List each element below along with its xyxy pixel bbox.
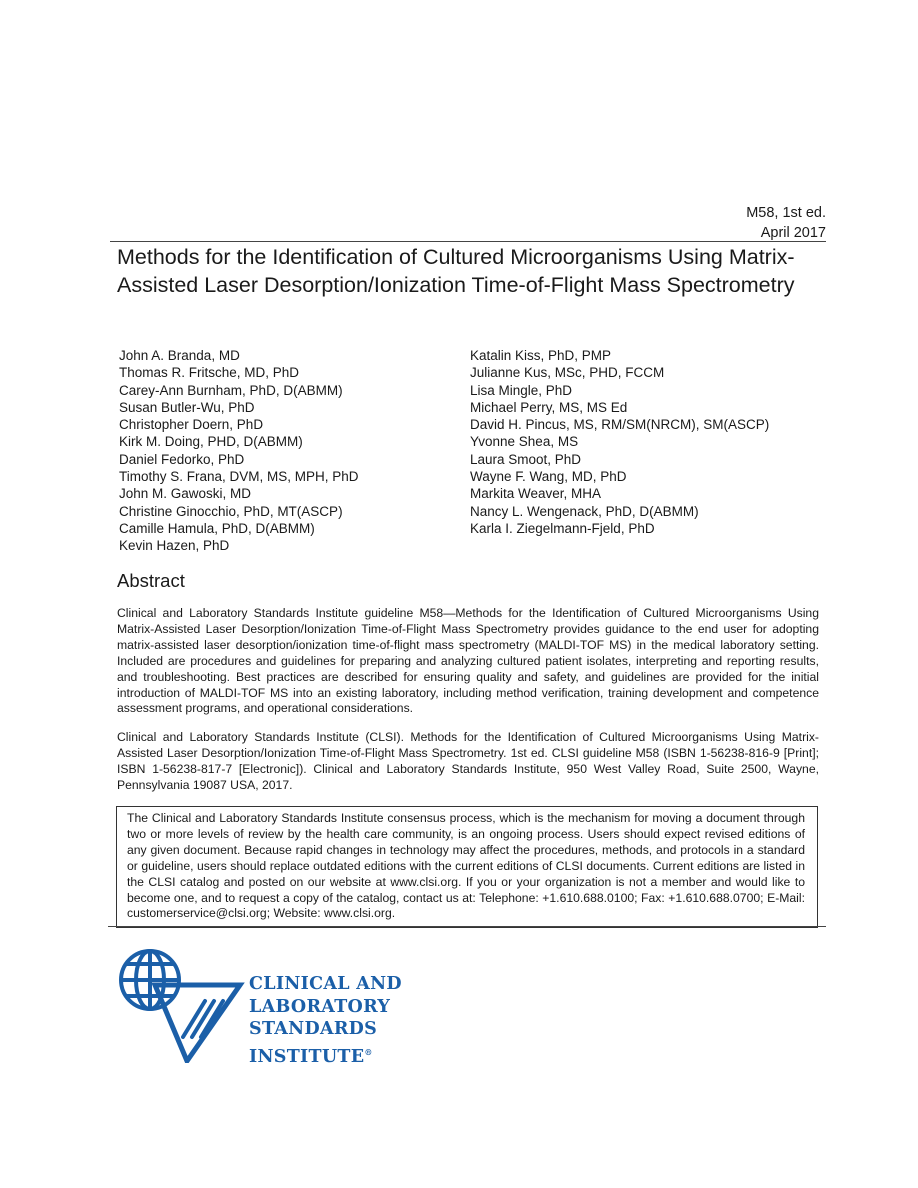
author-name: Kevin Hazen, PhD <box>119 538 230 554</box>
authors-left-column <box>119 347 459 555</box>
author-name: John M. Gawoski, MD <box>119 486 252 502</box>
author-name: Camille Hamula, PhD, D(ABMM) <box>119 520 315 536</box>
authors-right-column <box>470 347 830 537</box>
title-rule <box>110 241 826 242</box>
author-name: Christopher Doern, PhD <box>119 417 264 433</box>
author-name: David H. Pincus, MS, RM/SM(NRCM), SM(ASCP) <box>470 417 770 433</box>
abstract-heading: Abstract <box>117 570 185 591</box>
bottom-rule <box>108 926 826 927</box>
author-name: Daniel Fedorko, PhD <box>119 451 245 467</box>
author-name: Wayne F. Wang, MD, PhD <box>470 469 627 485</box>
author-name: Laura Smoot, PhD <box>470 451 582 467</box>
author-name: Thomas R. Fritsche, MD, PhD <box>119 365 300 381</box>
clsi-logo-text: CLINICAL AND LABORATORY STANDARDS INSTITUTE® <box>249 974 402 1067</box>
document-date: April 2017 <box>760 225 826 241</box>
author-name: Lisa Mingle, PhD <box>470 382 573 398</box>
clsi-globe-icon <box>115 945 245 1063</box>
author-name: Carey-Ann Burnham, PhD, D(ABMM) <box>119 382 343 398</box>
author-name: John A. Branda, MD <box>119 348 240 363</box>
author-name: Markita Weaver, MHA <box>470 486 602 502</box>
consensus-notice-box: The Clinical and Laboratory Standards Institute consensus process, which is the mechanism for moving a document through two or more levels of review by the health care community, is an ongoing process. Users should expect revised editions of any given document. Because rapid changes in technology may affect the procedures, methods, and protocols in a standard or guideline, users should replace outdated editions with the current editions of CLSI documents. Current editions are listed in the CLSI catalog and posted on our website at www.clsi.org. If you or your organization is not a member and would like to become one, and to request a copy of the catalog, contact us at: Telephone: +1.610.688.0100; Fax: +1.610.688.0700; E-Mail: customerservice@clsi.org; Website: www.clsi.org. <box>116 806 818 928</box>
clsi-logo <box>115 945 405 1067</box>
author-name: Nancy L. Wengenack, PhD, D(ABMM) <box>470 503 699 519</box>
author-name: Susan Butler-Wu, PhD <box>119 399 255 415</box>
document-code: M58, 1st ed. <box>746 205 826 221</box>
author-name: Yvonne Shea, MS <box>470 434 579 450</box>
document-id <box>746 203 826 243</box>
author-name: Timothy S. Frana, DVM, MS, MPH, PhD <box>119 469 359 485</box>
author-name: Christine Ginocchio, PhD, MT(ASCP) <box>119 503 343 519</box>
author-name: Katalin Kiss, PhD, PMP <box>470 348 612 363</box>
abstract-paragraph: Clinical and Laboratory Standards Institute guideline M58—Methods for the Identification of Cultured Microorganisms Using Matrix-Assisted Laser Desorption/Ionization Time-of-Flight Mass Spectrometry provides guidance to the end user for adopting matrix-assisted laser desorption/ionization time-of-flight mass spectrometry (MALDI-TOF MS) in the medical laboratory setting. Included are procedures and guidelines for preparing and analyzing cultured patient isolates, interpreting and reporting results, and troubleshooting. Best practices are described for ensuring quality and safety, and guidelines are provided for the initial introduction of MALDI-TOF MS into an existing laboratory, including method verification, training development and competence assessment programs, and operational considerations. <box>117 606 819 716</box>
citation-paragraph: Clinical and Laboratory Standards Institute (CLSI). Methods for the Identification of Cultured Microorganisms Using Matrix-Assisted Laser Desorption/Ionization Time-of-Flight Mass Spectrometry. 1st ed. CLSI guideline M58 (ISBN 1-56238-816-9 [Print]; ISBN 1-56238-817-7 [Electronic]). Clinical and Laboratory Standards Institute, 950 West Valley Road, Suite 2500, Wayne, Pennsylvania 19087 USA, 2017. <box>117 730 819 792</box>
author-name: Kirk M. Doing, PHD, D(ABMM) <box>119 434 303 450</box>
author-name: Julianne Kus, MSc, PHD, FCCM <box>470 365 665 381</box>
author-name: Michael Perry, MS, MS Ed <box>470 399 628 415</box>
author-name: Karla I. Ziegelmann-Fjeld, PhD <box>470 520 655 536</box>
document-title: Methods for the Identification of Cultured Microorganisms Using Matrix-Assisted Laser Desorption/Ionization Time-of-Flight Mass Spectrometry <box>117 245 795 297</box>
